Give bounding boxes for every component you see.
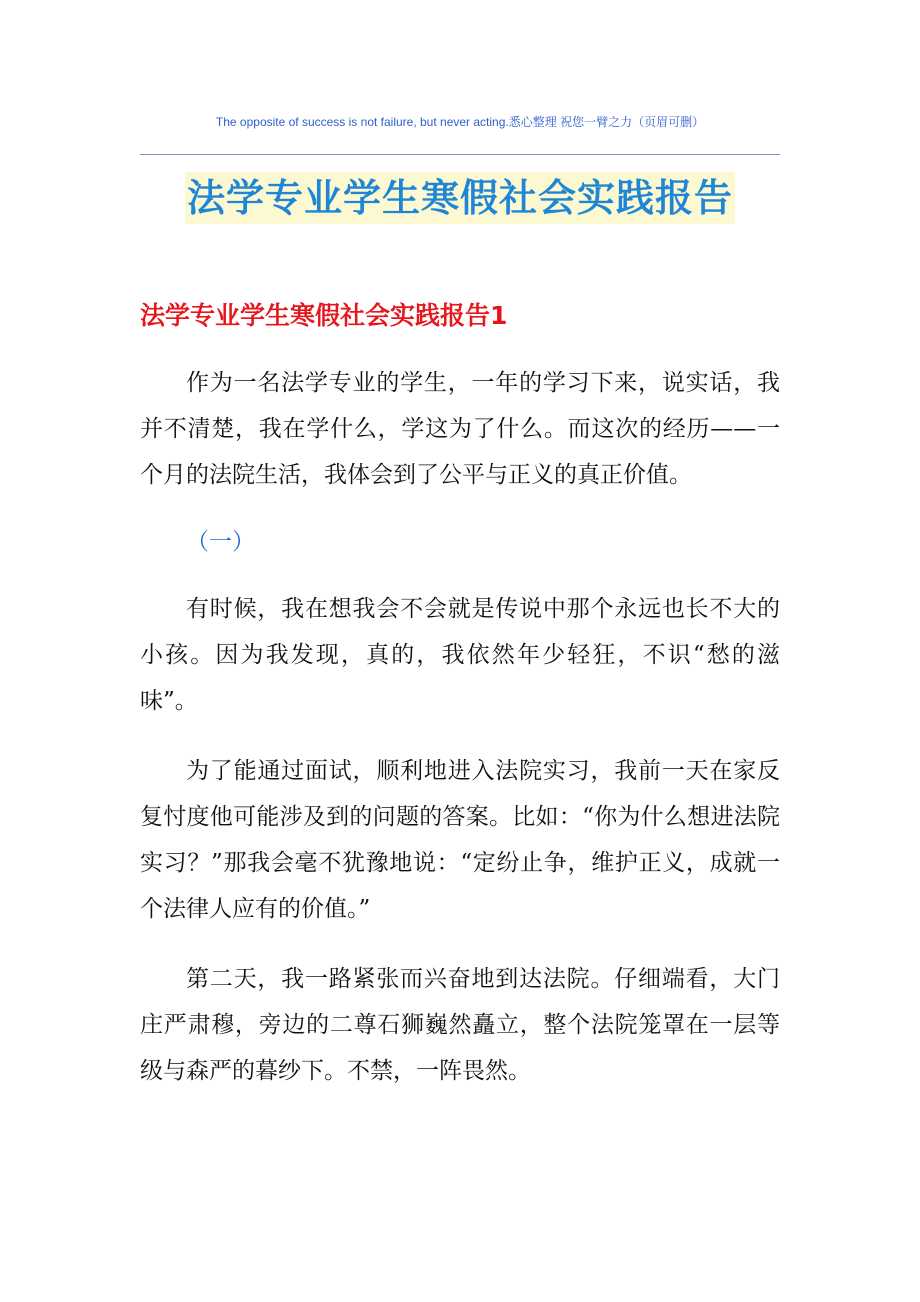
title-container [0, 172, 920, 224]
header-divider [140, 154, 780, 155]
paragraph-interview: 为了能通过面试，顺利地进入法院实习，我前一天在家反复忖度他可能涉及到的问题的答案。比如：“你为什么想进法院实习？”那我会毫不犹豫地说：“定纷止争，维护正义，成就一个法律人应有的价值。” [140, 758, 780, 922]
paragraph-arrival: 第二天，我一路紧张而兴奋地到达法院。仔细端看，大门庄严肃穆，旁边的二尊石狮巍然矗立，整个法院笼罩在一层等级与森严的暮纱下。不禁，一阵畏然。 [140, 966, 780, 1084]
subsection-marker: （一） [186, 529, 255, 555]
paragraph-childhood: 有时候，我在想我会不会就是传说中那个永远也长不大的小孩。因为我发现，真的，我依然年少轻狂，不识“愁的滋味”。 [140, 596, 780, 714]
page-header: The opposite of success is not failure, but never acting.悉心整理 祝您一臂之力（页眉可删） [215, 115, 705, 129]
section-heading: 法学专业学生寒假社会实践报告1 [140, 301, 508, 330]
paragraph-intro: 作为一名法学专业的学生，一年的学习下来，说实话，我并不清楚，我在学什么，学这为了什么。而这次的经历——一个月的法院生活，我体会到了公平与正义的真正价值。 [140, 370, 780, 488]
document-title: 法学专业学生寒假社会实践报告 [185, 172, 735, 224]
